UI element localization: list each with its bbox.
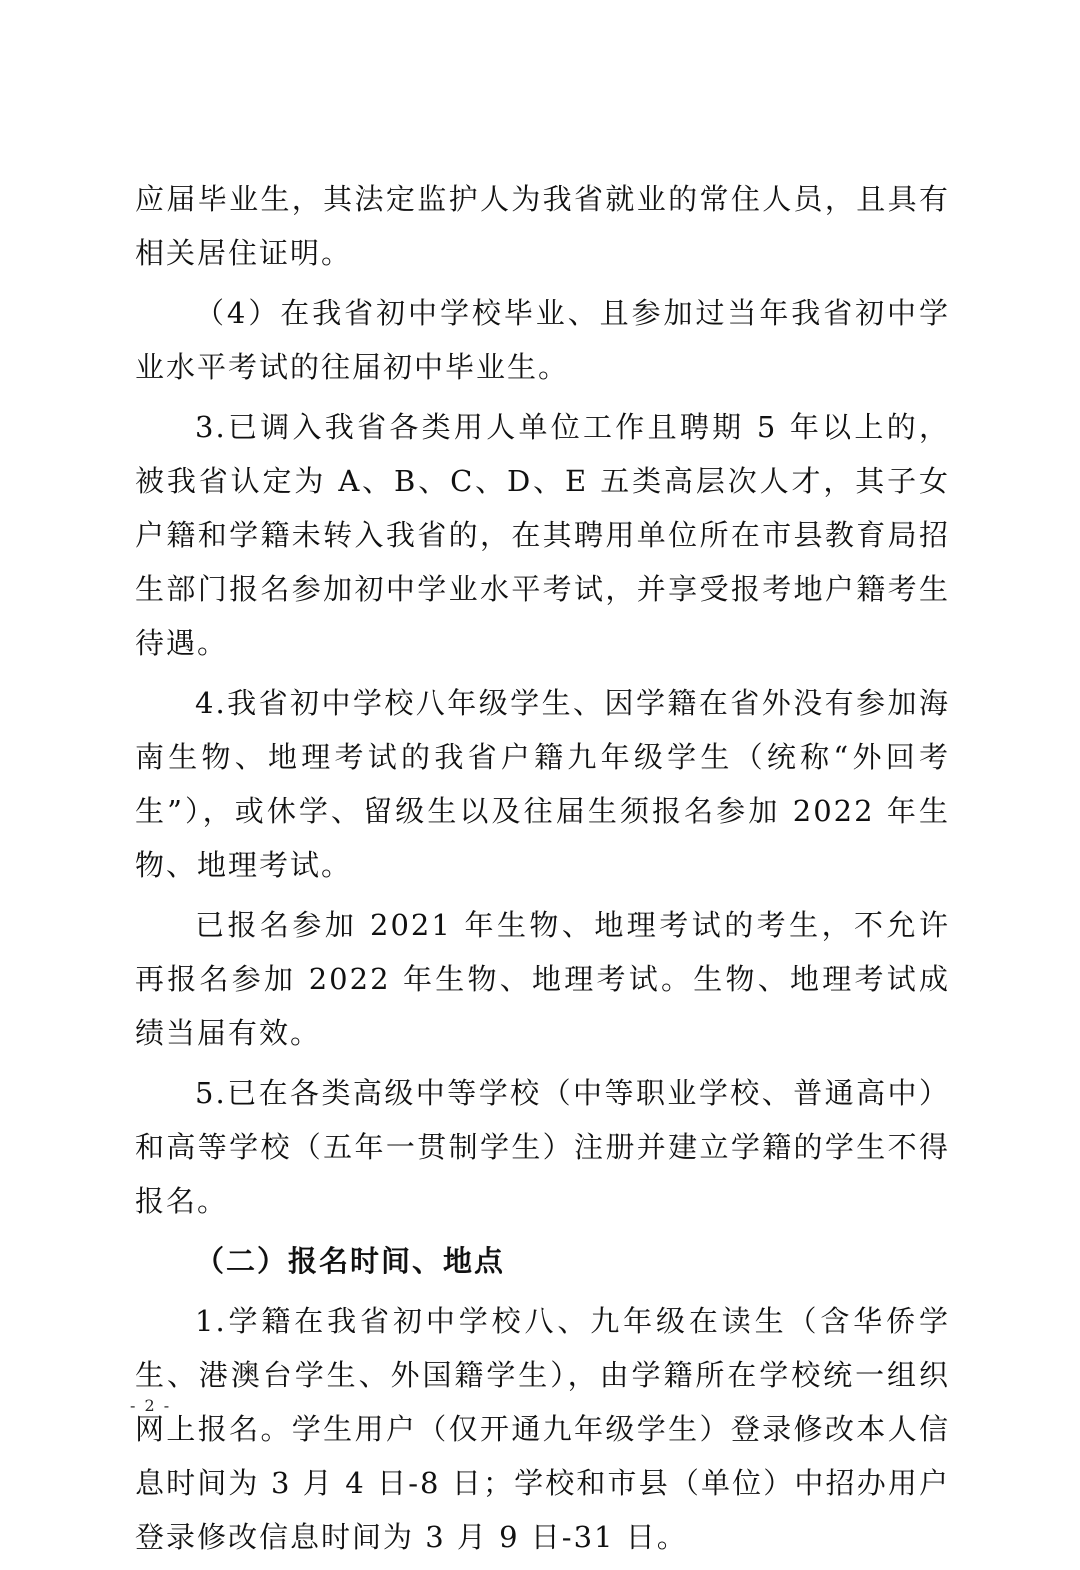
paragraph-high-level-talent: 3.已调入我省各类用人单位工作且聘期 5 年以上的，被我省认定为 A、B、C、D、E 五类高层次人才，其子女户籍和学籍未转入我省的，在其聘用单位所在市县教育局招生部门报名参加初中学业水平考试，并享受报考地户籍考生待遇。 [135,410,950,660]
paragraph-2021-registered: 已报名参加 2021 年生物、地理考试的考生，不允许再报名参加 2022 年生物、地理考试。生物、地理考试成绩当届有效。 [135,908,950,1050]
page-number: - 2 - [130,1396,172,1415]
paragraph-previous-graduates: （4）在我省初中学校毕业、且参加过当年我省初中学业水平考试的往届初中毕业生。 [135,296,950,384]
paragraph-online-registration: 1.学籍在我省初中学校八、九年级在读生（含华侨学生、港澳台学生、外国籍学生），由学籍所在学校统一组织网上报名。学生用户（仅开通九年级学生）登录修改本人信息时间为 3 月 4 日-8 日；学校和市县（单位）中招办用户登录修改信息时间为 3 月 9 日-31 日。 [135,1304,950,1554]
paragraph-residence-proof: 应届毕业生，其法定监护人为我省就业的常住人员，且具有相关居住证明。 [135,182,950,270]
section-heading-time-location: （二）报名时间、地点 [195,1244,506,1278]
paragraph-biology-geography-exam: 4.我省初中学校八年级学生、因学籍在省外没有参加海南生物、地理考试的我省户籍九年级学生（统称“外回考生”），或休学、留级生以及往届生须报名参加 2022 年生物、地理考试。 [135,686,950,882]
paragraph-not-eligible: 5.已在各类高级中等学校（中等职业学校、普通高中）和高等学校（五年一贯制学生）注册并建立学籍的学生不得报名。 [135,1076,950,1218]
document-body [135,172,950,1570]
